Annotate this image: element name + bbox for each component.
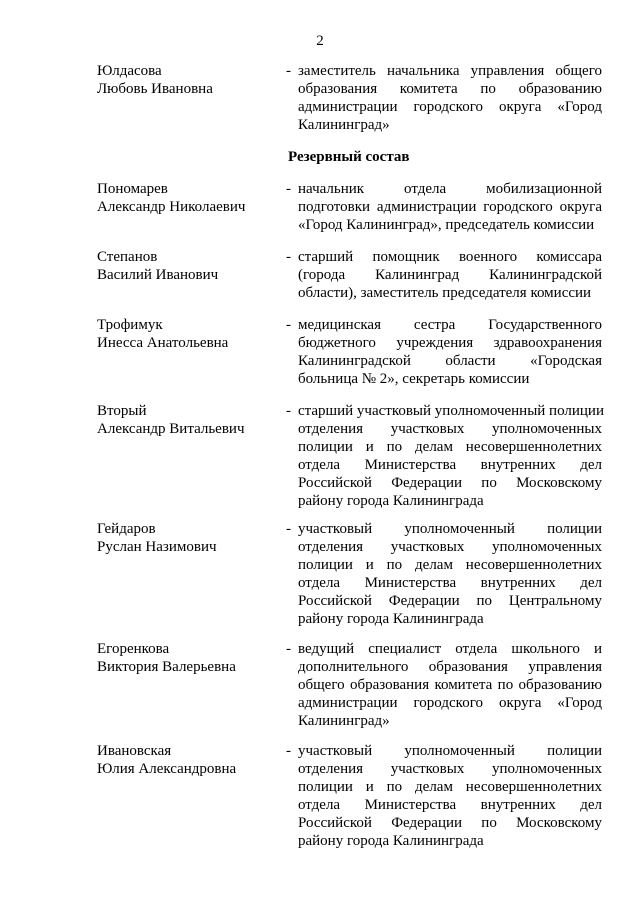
role-line: полиции и по делам несовершеннолетних xyxy=(298,557,602,573)
member-name xyxy=(97,520,277,556)
role-line: отдела Министерства внутренних дел xyxy=(298,457,602,473)
dash-separator: - xyxy=(286,641,291,657)
role-line: отдела Министерства внутренних дел xyxy=(298,575,602,591)
role-line: Калининград» xyxy=(298,713,390,729)
member-role xyxy=(298,520,602,628)
role-line: участковый уполномоченный полиции xyxy=(298,521,602,537)
member-surname: Вторый xyxy=(97,403,147,419)
role-line: образования комитета по образованию xyxy=(298,81,602,97)
dash-separator: - xyxy=(286,403,291,419)
role-line: участковый уполномоченный полиции xyxy=(298,743,602,759)
dash-separator: - xyxy=(286,181,291,197)
member-surname: Пономарев xyxy=(97,181,168,197)
role-line: дополнительного образования управления xyxy=(298,659,602,675)
member-role xyxy=(298,640,602,730)
role-line: подготовки администрации городского округа xyxy=(298,199,602,215)
role-line: отдела Министерства внутренних дел xyxy=(298,797,602,813)
role-line: администрации городского округа «Город xyxy=(298,695,602,711)
role-line: «Город Калининград», председатель комиссии xyxy=(298,217,595,233)
role-line: району города Калининграда xyxy=(298,611,484,627)
member-name xyxy=(97,180,277,216)
role-line: ведущий специалист отдела школьного и xyxy=(298,641,602,657)
role-line: Российской Федерации по Московскому xyxy=(298,815,602,831)
member-name xyxy=(97,316,277,352)
member-surname: Гейдаров xyxy=(97,521,156,537)
member-role xyxy=(298,742,602,850)
role-line: старший участковый уполномоченный полиции xyxy=(298,403,604,419)
section-heading: Резервный состав xyxy=(288,149,410,165)
role-line: полиции и по делам несовершеннолетних xyxy=(298,439,602,455)
role-line: Российской Федерации по Центральному xyxy=(298,593,602,609)
member-given-names: Александр Витальевич xyxy=(97,421,245,437)
member-given-names: Юлия Александровна xyxy=(97,761,237,777)
member-role xyxy=(298,62,602,134)
member-name xyxy=(97,742,277,778)
dash-separator: - xyxy=(286,317,291,333)
member-given-names: Инесса Анатольевна xyxy=(97,335,229,351)
role-line: отделения участковых уполномоченных xyxy=(298,761,602,777)
member-role xyxy=(298,402,602,510)
member-given-names: Виктория Валерьевна xyxy=(97,659,236,675)
member-given-names: Руслан Назимович xyxy=(97,539,217,555)
role-line: отделения участковых уполномоченных xyxy=(298,421,602,437)
member-role xyxy=(298,180,602,234)
member-role xyxy=(298,248,602,302)
member-given-names: Александр Николаевич xyxy=(97,199,246,215)
dash-separator: - xyxy=(286,249,291,265)
role-line: Калининград» xyxy=(298,117,390,133)
role-line: району города Калининграда xyxy=(298,493,484,509)
member-given-names: Любовь Ивановна xyxy=(97,81,213,97)
role-line: Российской Федерации по Московскому xyxy=(298,475,602,491)
role-line: бюджетного учреждения здравоохранения xyxy=(298,335,602,351)
member-role xyxy=(298,316,602,388)
dash-separator: - xyxy=(286,743,291,759)
role-line: старший помощник военного комиссара xyxy=(298,249,602,265)
role-line: общего образования комитета по образованию xyxy=(298,677,602,693)
role-line: заместитель начальника управления общего xyxy=(298,63,602,79)
member-surname: Трофимук xyxy=(97,317,163,333)
role-line: области), заместитель председателя комиссии xyxy=(298,285,592,301)
role-line: (города Калининград Калининградской xyxy=(298,267,602,283)
role-line: администрации городского округа «Город xyxy=(298,99,602,115)
role-line: полиции и по делам несовершеннолетних xyxy=(298,779,602,795)
role-line: медицинская сестра Государственного xyxy=(298,317,602,333)
member-surname: Егоренкова xyxy=(97,641,170,657)
dash-separator: - xyxy=(286,63,291,79)
member-surname: Юлдасова xyxy=(97,63,162,79)
member-name xyxy=(97,640,277,676)
page-number: 2 xyxy=(316,33,324,49)
member-given-names: Василий Иванович xyxy=(97,267,219,283)
role-line: Калининградской области «Городская xyxy=(298,353,602,369)
member-surname: Ивановская xyxy=(97,743,172,759)
role-line: отделения участковых уполномоченных xyxy=(298,539,602,555)
member-name xyxy=(97,248,277,284)
member-surname: Степанов xyxy=(97,249,158,265)
role-line: больница № 2», секретарь комиссии xyxy=(298,371,530,387)
dash-separator: - xyxy=(286,521,291,537)
member-name xyxy=(97,62,277,98)
role-line: начальник отдела мобилизационной xyxy=(298,181,602,197)
member-name xyxy=(97,402,277,438)
role-line: району города Калининграда xyxy=(298,833,484,849)
